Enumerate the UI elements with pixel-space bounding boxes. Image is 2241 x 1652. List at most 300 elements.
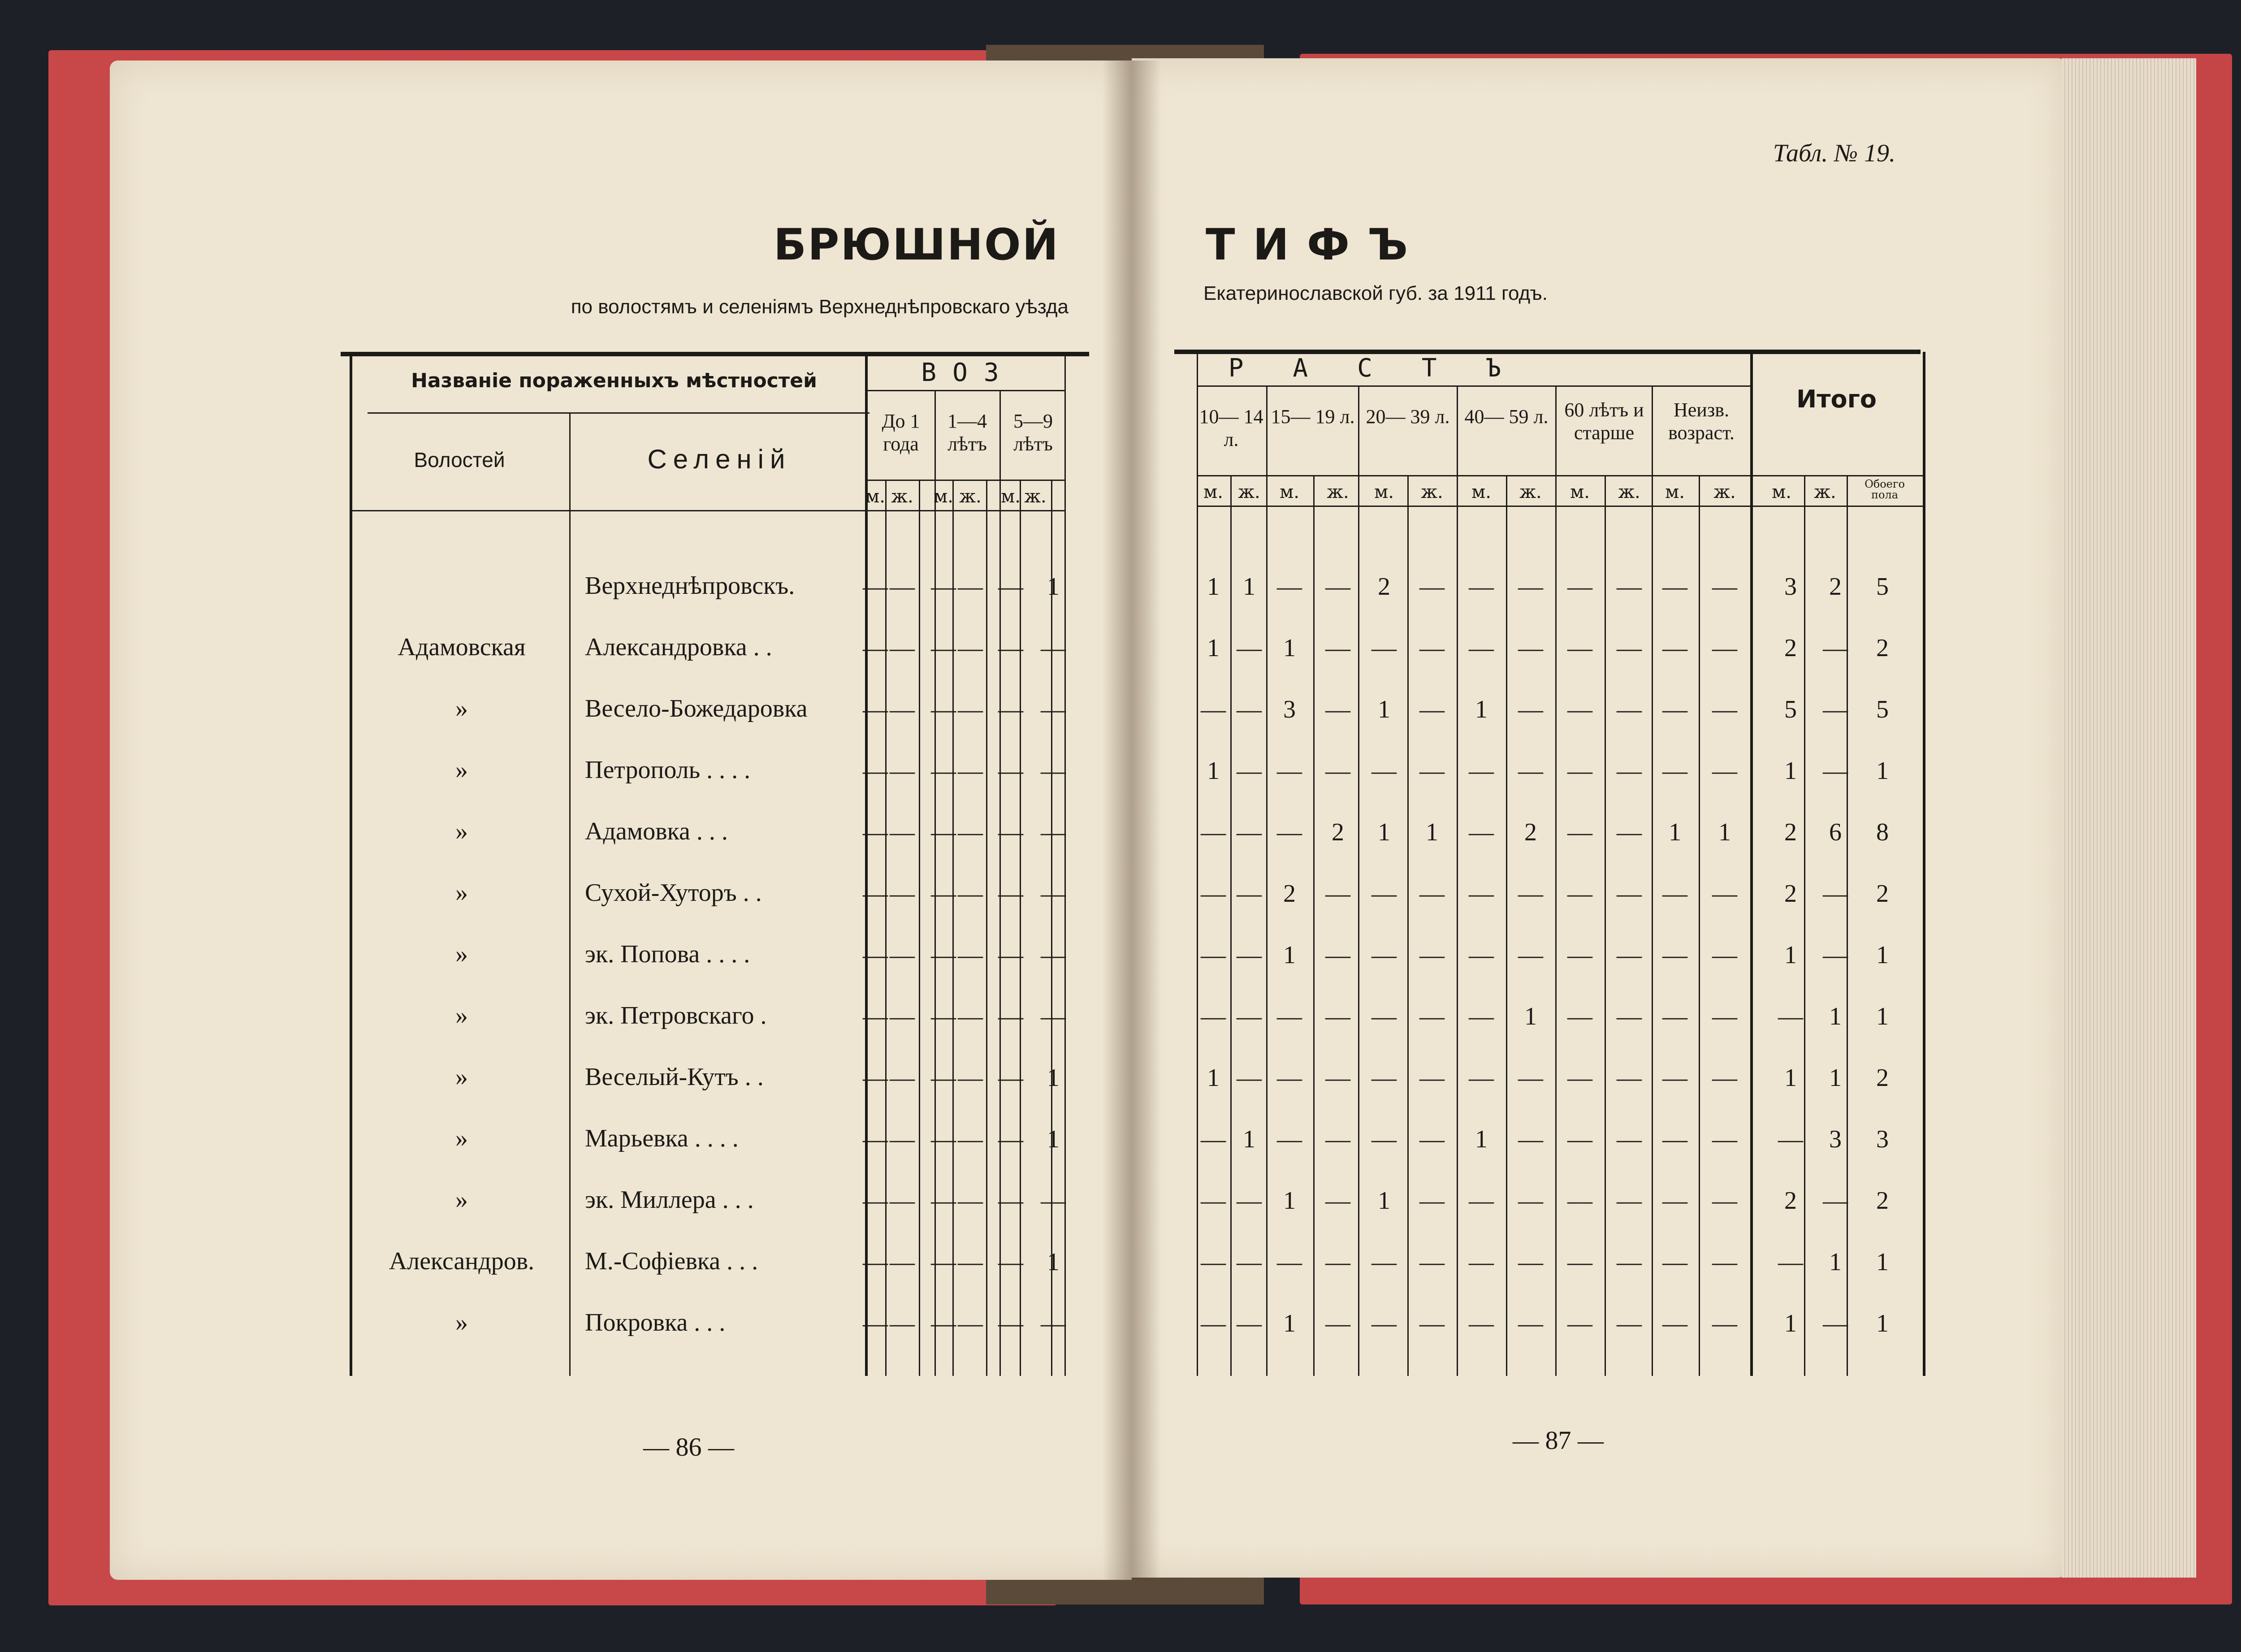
age-cell: — [1325, 1310, 1350, 1337]
total-cell: 5 [1876, 573, 1889, 601]
age-cell: — [1617, 1310, 1642, 1337]
age-cell: — [1469, 1187, 1494, 1215]
age-cell: — [1237, 818, 1262, 846]
age-cell: — [958, 1125, 983, 1153]
sex-subheader: ж. [959, 486, 982, 507]
age-cell: — [1712, 1064, 1737, 1092]
age-cell: — [863, 696, 888, 723]
age-cell: — [1617, 1064, 1642, 1092]
total-cell: 2 [1876, 1064, 1889, 1092]
header-line-mz-left [867, 480, 1064, 481]
age-cell: — [1617, 634, 1642, 662]
age-cell: — [1617, 880, 1642, 908]
village-cell: Марьевка . . . . [585, 1124, 739, 1152]
age-cell: — [1041, 757, 1066, 785]
sex-subheader: ж. [1024, 486, 1047, 507]
age-cell: 1 [1047, 573, 1060, 601]
age-cell: — [1617, 757, 1642, 785]
column-divider [1407, 475, 1409, 1376]
age-cell: 1 [1283, 634, 1296, 662]
sex-subheader: м. [1665, 482, 1685, 502]
title-right: ТИФЪ [1206, 220, 1426, 270]
sex-subheader: м. [1203, 482, 1223, 502]
age-cell: — [931, 1125, 956, 1153]
age-cell: — [1617, 573, 1642, 601]
age-cell: — [1518, 1125, 1543, 1153]
age-cell: — [890, 1125, 915, 1153]
age-cell: — [998, 696, 1023, 723]
volost-cell: » [455, 1309, 468, 1336]
total-cell: — [1823, 696, 1848, 723]
total-cell: 1 [1784, 757, 1797, 785]
volost-header: Волостей [414, 448, 505, 471]
age-cell: — [1469, 757, 1494, 785]
age-cell: — [1469, 573, 1494, 601]
age-group-header: 1—4 лѣтъ [947, 410, 987, 455]
age-cell: 1 [1047, 1125, 1060, 1153]
age-cell: 2 [1524, 818, 1537, 846]
sex-subheader: м. [1772, 482, 1791, 502]
age-cell: — [1325, 1248, 1350, 1276]
age-cell: — [1277, 757, 1302, 785]
column-divider [1313, 475, 1315, 1376]
age-cell: — [863, 1187, 888, 1215]
sex-subheader: ж. [1618, 482, 1640, 502]
age-cell: — [1201, 1310, 1226, 1337]
age-cell: — [1325, 880, 1350, 908]
age-cell: 1 [1207, 757, 1220, 785]
sex-subheader: м. [1471, 482, 1491, 502]
age-cell: — [1237, 941, 1262, 969]
age-cell: — [1567, 1187, 1592, 1215]
column-divider [1750, 352, 1753, 1376]
age-cell: — [1662, 1187, 1687, 1215]
age-cell: — [1662, 1125, 1687, 1153]
age-cell: — [1237, 1187, 1262, 1215]
column-divider [919, 480, 920, 1376]
age-group-header: 40— 59 л. [1464, 406, 1549, 428]
volost-cell: » [455, 1063, 468, 1091]
age-cell: — [1712, 1187, 1737, 1215]
age-cell: — [1518, 880, 1543, 908]
age-cell: — [931, 634, 956, 662]
age-cell: — [1617, 1003, 1642, 1030]
age-cell: — [1041, 818, 1066, 846]
village-cell: Сухой-Хуторъ . . [585, 879, 762, 907]
age-cell: — [1617, 696, 1642, 723]
age-cell: — [1237, 880, 1262, 908]
village-cell: М.-Софіевка . . . [585, 1247, 758, 1275]
column-divider [350, 352, 352, 1376]
header-bottom-left [350, 510, 1064, 511]
total-cell: 2 [1784, 880, 1797, 908]
age-cell: — [1201, 818, 1226, 846]
total-cell: 2 [1784, 1187, 1797, 1215]
age-cell: — [998, 634, 1023, 662]
age-cell: — [1567, 757, 1592, 785]
age-cell: — [1419, 1125, 1445, 1153]
sex-subheader: ж. [1327, 482, 1349, 502]
column-divider [1699, 475, 1700, 1376]
age-cell: — [1469, 880, 1494, 908]
age-cell: — [1371, 634, 1397, 662]
age-cell: — [1518, 1310, 1543, 1337]
age-cell: — [1277, 573, 1302, 601]
age-cell: — [1371, 1003, 1397, 1030]
page-gutter [1103, 61, 1161, 1580]
age-cell: — [998, 1187, 1023, 1215]
age-cell: — [1469, 1064, 1494, 1092]
age-cell: 1 [1283, 1187, 1296, 1215]
age-cell: — [998, 1248, 1023, 1276]
age-cell: — [890, 941, 915, 969]
top-rule-left [341, 352, 1089, 356]
age-cell: 1 [1243, 573, 1255, 601]
age-cell: — [958, 1187, 983, 1215]
village-cell: Весело-Божедаровка [585, 695, 808, 722]
total-cell: 1 [1876, 757, 1889, 785]
total-cell: 1 [1829, 1248, 1842, 1276]
age-cell: — [1662, 634, 1687, 662]
age-cell: — [1712, 941, 1737, 969]
age-cell: — [931, 696, 956, 723]
age-cell: — [1567, 634, 1592, 662]
header-line-age-left [867, 390, 1064, 391]
age-cell: 2 [1283, 880, 1296, 908]
subtitle-right: Екатеринославской губ. за 1911 годъ. [1203, 282, 1548, 304]
age-cell: — [1518, 1064, 1543, 1092]
page-edges [2062, 58, 2196, 1578]
age-cell: — [863, 1310, 888, 1337]
village-cell: Петрополь . . . . [585, 756, 751, 784]
age-group-header: 10— 14 л. [1199, 406, 1263, 450]
age-cell: — [1201, 1248, 1226, 1276]
both-sexes-subheader: Обоего пола [1865, 478, 1905, 501]
age-cell: — [1277, 1003, 1302, 1030]
table-number: Табл. № 19. [1773, 139, 1895, 167]
age-cell: — [1617, 1125, 1642, 1153]
age-cell: — [1567, 573, 1592, 601]
volost-cell: » [455, 1186, 468, 1214]
age-cell: — [1041, 941, 1066, 969]
age-cell: — [863, 818, 888, 846]
age-cell: — [931, 818, 956, 846]
age-cell: — [1469, 634, 1494, 662]
sex-subheader: м. [1374, 482, 1394, 502]
page-number-right: — 87 — [1513, 1426, 1604, 1455]
age-cell: — [1041, 1310, 1066, 1337]
age-cell: — [1419, 1187, 1445, 1215]
total-cell: 5 [1784, 696, 1797, 723]
volost-cell: » [455, 695, 468, 722]
age-cell: — [890, 696, 915, 723]
age-cell: — [1325, 1125, 1350, 1153]
age-cell: — [1567, 818, 1592, 846]
age-cell: — [1419, 757, 1445, 785]
age-cell: — [1371, 880, 1397, 908]
column-divider [1064, 352, 1066, 1376]
age-cell: — [1712, 1310, 1737, 1337]
age-group-header: До 1 года [882, 410, 920, 455]
age-cell: — [1237, 634, 1262, 662]
age-cell: — [1325, 1064, 1350, 1092]
age-group-header: 15— 19 л. [1271, 406, 1355, 428]
total-cell: — [1823, 757, 1848, 785]
age-cell: — [1277, 1248, 1302, 1276]
total-cell: — [1823, 880, 1848, 908]
sex-subheader: ж. [891, 486, 913, 507]
age-cell: — [931, 1310, 956, 1337]
age-cell: — [1518, 941, 1543, 969]
age-group-header: 5—9 лѣтъ [1013, 410, 1053, 455]
age-group-header-right: РАСТЪ [1228, 354, 1551, 383]
sex-subheader: м. [1001, 486, 1021, 507]
age-cell: — [1419, 1064, 1445, 1092]
total-cell: 1 [1784, 941, 1797, 969]
age-cell: 1 [1475, 1125, 1488, 1153]
age-cell: — [998, 573, 1023, 601]
age-cell: — [890, 1310, 915, 1337]
total-cell: — [1823, 941, 1848, 969]
age-cell: — [1617, 1187, 1642, 1215]
village-cell: Веселый-Кутъ . . [585, 1063, 764, 1091]
volost-cell: » [455, 756, 468, 784]
age-cell: — [958, 634, 983, 662]
age-cell: — [1325, 573, 1350, 601]
age-cell: — [1277, 1125, 1302, 1153]
age-cell: — [890, 757, 915, 785]
total-cell: — [1778, 1003, 1803, 1030]
age-cell: 2 [1332, 818, 1344, 846]
column-divider [1020, 480, 1021, 1376]
age-cell: — [1662, 1064, 1687, 1092]
age-cell: — [1567, 1003, 1592, 1030]
total-cell: 6 [1829, 818, 1842, 846]
age-cell: — [1469, 941, 1494, 969]
age-cell: — [1617, 941, 1642, 969]
age-cell: — [958, 757, 983, 785]
volost-cell: » [455, 817, 468, 845]
age-cell: — [1201, 1187, 1226, 1215]
age-cell: — [931, 1248, 956, 1276]
age-cell: 3 [1283, 696, 1296, 723]
village-cell: Покровка . . . [585, 1309, 726, 1336]
age-cell: 1 [1207, 573, 1220, 601]
age-cell: — [1712, 880, 1737, 908]
age-cell: — [958, 1003, 983, 1030]
volost-cell: » [455, 1124, 468, 1152]
age-cell: — [1662, 573, 1687, 601]
total-cell: 1 [1876, 1248, 1889, 1276]
total-cell: 2 [1784, 818, 1797, 846]
age-group-header: Неизв. возраст. [1668, 399, 1735, 444]
age-cell: — [1567, 1064, 1592, 1092]
total-cell: 3 [1876, 1125, 1889, 1153]
age-cell: — [1567, 696, 1592, 723]
village-cell: Адамовка . . . [585, 817, 728, 845]
age-cell: — [1518, 696, 1543, 723]
age-cell: — [1237, 757, 1262, 785]
age-cell: — [998, 818, 1023, 846]
age-cell: — [1419, 1248, 1445, 1276]
age-cell: 1 [1378, 696, 1390, 723]
age-cell: — [1567, 1125, 1592, 1153]
age-cell: — [1712, 573, 1737, 601]
age-cell: — [998, 1310, 1023, 1337]
age-group-header: 60 лѣтъ и старше [1564, 399, 1644, 444]
age-cell: — [998, 1003, 1023, 1030]
age-group-header-left: ВОЗ [921, 358, 1015, 387]
sex-subheader: ж. [1713, 482, 1736, 502]
age-cell: — [890, 1187, 915, 1215]
age-cell: — [1662, 696, 1687, 723]
page-number-left: — 86 — [643, 1432, 734, 1462]
sex-subheader: ж. [1519, 482, 1542, 502]
total-cell: 3 [1784, 573, 1797, 601]
column-divider [1197, 352, 1198, 1376]
total-cell: 1 [1876, 941, 1889, 969]
age-cell: — [863, 757, 888, 785]
sex-subheader: м. [865, 486, 885, 507]
age-cell: — [1518, 1248, 1543, 1276]
age-cell: — [1325, 941, 1350, 969]
volost-cell: » [455, 1002, 468, 1029]
age-cell: — [890, 818, 915, 846]
age-cell: — [998, 757, 1023, 785]
age-cell: — [998, 1125, 1023, 1153]
age-cell: — [1712, 757, 1737, 785]
total-cell: 2 [1876, 1187, 1889, 1215]
age-cell: — [1237, 1003, 1262, 1030]
age-cell: — [1201, 941, 1226, 969]
age-cell: — [1567, 1248, 1592, 1276]
age-cell: 1 [1378, 1187, 1390, 1215]
age-cell: 1 [1283, 941, 1296, 969]
age-cell: — [1712, 1125, 1737, 1153]
age-cell: — [1662, 757, 1687, 785]
total-cell: 2 [1829, 573, 1842, 601]
age-cell: — [1567, 941, 1592, 969]
total-cell: 2 [1876, 880, 1889, 908]
age-cell: — [1041, 1003, 1066, 1030]
age-cell: — [931, 1003, 956, 1030]
age-cell: — [931, 1064, 956, 1092]
age-cell: — [931, 880, 956, 908]
age-cell: — [1712, 696, 1737, 723]
age-cell: — [890, 1064, 915, 1092]
total-cell: 5 [1876, 696, 1889, 723]
age-cell: — [1712, 634, 1737, 662]
sex-subheader: ж. [1238, 482, 1260, 502]
age-cell: — [1371, 757, 1397, 785]
total-cell: 8 [1876, 818, 1889, 846]
age-cell: — [863, 1064, 888, 1092]
age-cell: — [1617, 818, 1642, 846]
age-cell: — [890, 880, 915, 908]
total-cell: 1 [1829, 1003, 1842, 1030]
age-cell: — [1419, 880, 1445, 908]
total-cell: — [1823, 1187, 1848, 1215]
age-cell: — [1371, 1064, 1397, 1092]
age-cell: — [1325, 634, 1350, 662]
age-cell: — [863, 1125, 888, 1153]
age-cell: — [1041, 634, 1066, 662]
age-cell: 1 [1378, 818, 1390, 846]
total-cell: — [1778, 1125, 1803, 1153]
age-cell: — [1469, 1003, 1494, 1030]
age-cell: — [1419, 696, 1445, 723]
header-line-mz-right [1197, 475, 1923, 476]
volost-cell: » [455, 879, 468, 907]
age-cell: 1 [1718, 818, 1731, 846]
age-cell: — [1041, 880, 1066, 908]
header-line-age-right [1197, 385, 1752, 387]
age-cell: — [890, 573, 915, 601]
age-cell: — [1201, 1003, 1226, 1030]
column-divider [1266, 385, 1268, 1376]
total-cell: 1 [1876, 1310, 1889, 1337]
age-cell: — [1237, 1248, 1262, 1276]
age-cell: 1 [1475, 696, 1488, 723]
age-cell: — [1662, 941, 1687, 969]
age-cell: 1 [1207, 634, 1220, 662]
age-cell: 1 [1283, 1310, 1296, 1337]
places-group-header: Названіе пораженныхъ мѣстностей [411, 369, 817, 392]
column-divider [1605, 475, 1606, 1376]
age-cell: — [1201, 1125, 1226, 1153]
age-cell: — [1518, 1187, 1543, 1215]
age-cell: — [1277, 1064, 1302, 1092]
total-cell: 1 [1784, 1310, 1797, 1337]
age-cell: — [998, 880, 1023, 908]
age-cell: — [1325, 1003, 1350, 1030]
age-cell: — [890, 1003, 915, 1030]
age-cell: — [890, 634, 915, 662]
age-cell: — [863, 880, 888, 908]
age-cell: — [998, 941, 1023, 969]
age-cell: — [931, 573, 956, 601]
age-cell: — [863, 941, 888, 969]
age-cell: — [890, 1248, 915, 1276]
age-cell: 1 [1207, 1064, 1220, 1092]
age-cell: 1 [1047, 1064, 1060, 1092]
sex-subheader: ж. [1814, 482, 1836, 502]
age-cell: — [1469, 1310, 1494, 1337]
age-cell: — [958, 1310, 983, 1337]
total-cell: 1 [1876, 1003, 1889, 1030]
column-divider [1652, 385, 1653, 1376]
age-cell: — [1371, 1310, 1397, 1337]
age-cell: — [1041, 696, 1066, 723]
age-cell: — [1469, 1248, 1494, 1276]
total-cell: — [1823, 634, 1848, 662]
age-cell: — [1325, 696, 1350, 723]
age-cell: — [958, 696, 983, 723]
total-cell: 1 [1829, 1064, 1842, 1092]
age-cell: — [1325, 1187, 1350, 1215]
age-cell: 1 [1426, 818, 1438, 846]
sex-subheader: м. [1280, 482, 1299, 502]
column-divider [1358, 385, 1359, 1376]
village-cell: эк. Миллера . . . [585, 1186, 754, 1214]
age-cell: — [1371, 1248, 1397, 1276]
age-cell: — [1419, 573, 1445, 601]
volost-cell: Адамовская [398, 633, 526, 661]
age-cell: — [863, 634, 888, 662]
sex-subheader: ж. [1421, 482, 1443, 502]
column-divider [1804, 475, 1805, 1376]
column-divider [1555, 385, 1557, 1376]
